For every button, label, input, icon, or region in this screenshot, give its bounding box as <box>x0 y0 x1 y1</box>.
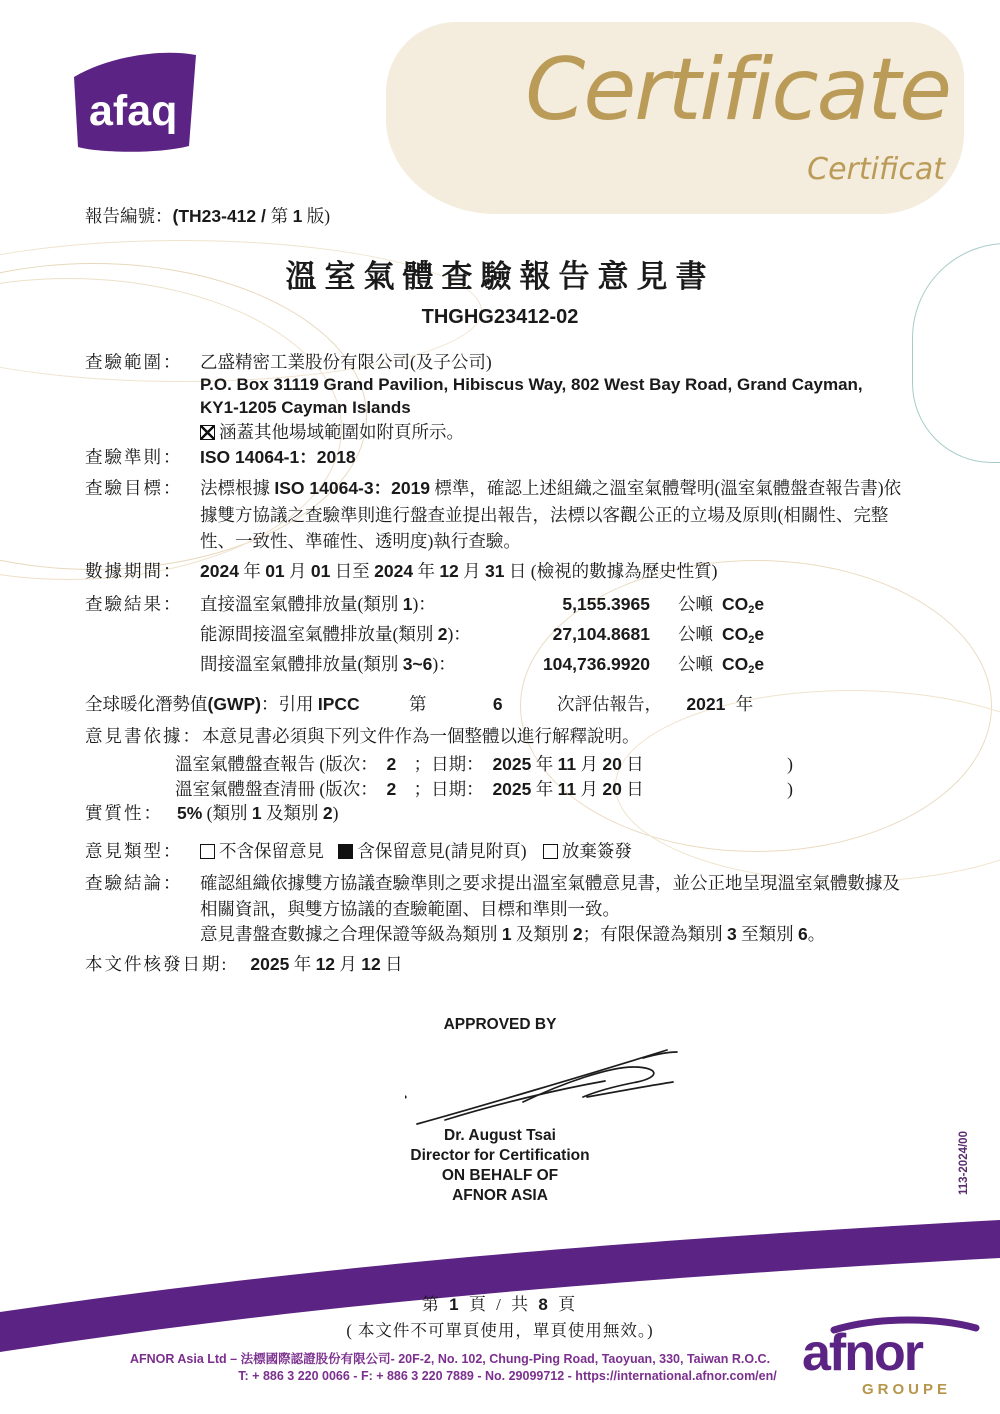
basis-doc-text: 溫室氣體盤查報告 (版次： 2 ；日期： 2025 年 11 月 20 日 <box>175 754 644 774</box>
opinion-option-label: 放棄簽發 <box>561 841 632 861</box>
checkbox-unchecked-icon <box>543 844 558 859</box>
opinion-label: 意見類型： <box>85 841 183 861</box>
checkbox-unchecked-icon <box>200 844 215 859</box>
co2e-e: e <box>754 654 765 674</box>
co2e-e: e <box>754 594 765 614</box>
certificate-banner-title: Certificate <box>525 40 950 140</box>
result-row: 直接溫室氣體排放量(類別 1)： <box>200 594 436 614</box>
co2e-sub: 2 <box>748 664 755 676</box>
report-number: 報告編號：(TH23-412 / 第 1 版) <box>85 206 331 226</box>
scope-address-line2: KY1-1205 Cayman Islands <box>200 398 411 417</box>
footer-company-line: AFNOR Asia Ltd – 法標國際認證股份有限公司- 20F-2, No. 102, Chung-Ping Road, Taoyuan, 330, Taiwan R.O.C. <box>129 1352 771 1366</box>
materiality-line <box>85 800 338 826</box>
result-row: 間接溫室氣體排放量(類別 3~6)： <box>200 654 456 674</box>
criteria-label: 查驗準則： <box>85 447 183 467</box>
gwp-word-no: 第 <box>409 694 427 714</box>
scope-sites-note: 涵蓋其他場域範圍如附頁所示。 <box>219 422 464 442</box>
gwp-year: 2021 <box>686 694 726 714</box>
gwp-lead: 全球暖化潛勢值(GWP)：引用 IPCC <box>85 694 360 714</box>
co2e-co: CO <box>722 624 749 644</box>
gwp-word-year: 年 <box>735 694 754 714</box>
materiality-label: 實質性： <box>85 803 163 823</box>
period-value: 2024 年 01 月 01 日至 2024 年 12 月 31 日 (檢視的數據為歷史性質) <box>200 561 718 581</box>
opinion-options <box>200 838 632 864</box>
issue-date-label: 本文件核發日期: <box>85 954 229 974</box>
basis-doc-close: ) <box>787 754 793 774</box>
afaq-logo-text: afaq <box>89 87 178 135</box>
result-co2e <box>722 621 764 653</box>
basis-text: 本意見書必須與下列文件作為一個整體以進行解釋說明。 <box>202 726 640 746</box>
afnor-logo-text: afnor <box>802 1324 922 1382</box>
co2e-sub: 2 <box>748 604 755 616</box>
signer-role: Director for Certification <box>410 1147 590 1164</box>
approved-by-heading: APPROVED BY <box>443 1016 557 1033</box>
afnor-groupe-logo <box>800 1310 985 1406</box>
signature <box>405 1040 715 1132</box>
footer-validity-note: ( 本文件不可單頁使用，單頁使用無效。) <box>346 1321 654 1340</box>
issue-date-line <box>85 951 403 977</box>
signer-behalf: ON BEHALF OF <box>441 1167 559 1184</box>
conclusion-label: 查驗結論： <box>85 873 183 893</box>
co2e-sub: 2 <box>748 634 755 646</box>
basis-doc-row <box>175 776 793 802</box>
document-code-vertical: 113-2024/00 <box>958 1131 970 1195</box>
conclusion-assurance: 意見書盤查數據之合理保證等級為類別 1 及類別 2；有限保證為類別 3 至類別 6。 <box>200 924 826 944</box>
basis-line <box>85 723 640 749</box>
period-label: 數據期間： <box>85 561 183 581</box>
footer-page-number: 第 1 頁 / 共 8 頁 <box>421 1295 579 1314</box>
checkbox-checked-icon <box>200 425 215 440</box>
afaq-logo <box>66 45 206 157</box>
results-label: 查驗結果： <box>85 594 183 614</box>
result-co2e <box>722 651 764 683</box>
basis-doc-close: ) <box>787 779 793 799</box>
result-value: 27,104.8681 <box>552 624 650 644</box>
opinion-option-label: 不含保留意見 <box>219 841 324 861</box>
signer-org: AFNOR ASIA <box>452 1187 548 1204</box>
gwp-line <box>85 691 753 717</box>
co2e-co: CO <box>722 594 749 614</box>
result-value: 5,155.3965 <box>562 594 650 614</box>
objective-text: 法標根據 ISO 14064-3：2019 標準，確認上述組織之溫室氣體聲明(溫室氣體盤查報告書)依據雙方協議之查驗準則進行盤查並提出報告，法標以客觀公正的立場及原則(相關性、完整性、一致性、準確性、透明度)執行查驗。 <box>200 478 902 551</box>
checkbox-filled-icon <box>338 844 353 859</box>
certificate-banner-subtitle: Certificat <box>807 152 945 187</box>
materiality-value: 5% (類別 1 及類別 2) <box>177 803 339 823</box>
scope-address-line1: P.O. Box 31119 Grand Pavilion, Hibiscus Way, 802 West Bay Road, Grand Cayman, <box>200 375 863 394</box>
result-unit: 公噸 <box>678 594 713 614</box>
scope-organization: 乙盛精密工業股份有限公司(及子公司) <box>200 352 492 372</box>
signer-name: Dr. August Tsai <box>444 1127 556 1144</box>
report-code: THGHG23412-02 <box>421 306 579 328</box>
objective-label: 查驗目標： <box>85 478 183 498</box>
result-unit: 公噸 <box>678 624 713 644</box>
basis-doc-row <box>175 751 793 777</box>
afnor-groupe-text: GROUPE <box>862 1381 952 1398</box>
result-row: 能源間接溫室氣體排放量(類別 2)： <box>200 624 471 644</box>
opinion-option-label: 含保留意見(請見附頁) <box>357 841 527 861</box>
result-unit: 公噸 <box>678 654 713 674</box>
result-value: 104,736.9920 <box>542 654 650 674</box>
result-co2e <box>722 591 764 623</box>
basis-label: 意見書依據： <box>85 726 202 746</box>
scope-label: 查驗範圍： <box>85 352 183 372</box>
basis-doc-text: 溫室氣體盤查清冊 (版次： 2 ；日期： 2025 年 11 月 20 日 <box>175 779 644 799</box>
criteria-value: ISO 14064-1：2018 <box>200 447 356 467</box>
scope-sites-line <box>200 419 464 445</box>
footer-contact-line: T: + 886 3 220 0066 - F: + 886 3 220 7889 - No. 29099712 - https://international.afnor.com/en/ <box>238 1369 777 1383</box>
conclusion-paragraph: 確認組織依據雙方協議查驗準則之要求提出溫室氣體意見書，並公正地呈現溫室氣體數據及相關資訊，與雙方協議的查驗範圍、目標和準則一致。 <box>200 873 900 919</box>
gwp-number: 6 <box>492 694 503 714</box>
gwp-word-report: 次評估報告， <box>557 694 663 714</box>
co2e-e: e <box>754 624 765 644</box>
page-title: 溫室氣體查驗報告意見書 <box>285 259 715 294</box>
co2e-co: CO <box>722 654 749 674</box>
issue-date-value: 2025 年 12 月 12 日 <box>250 954 403 974</box>
